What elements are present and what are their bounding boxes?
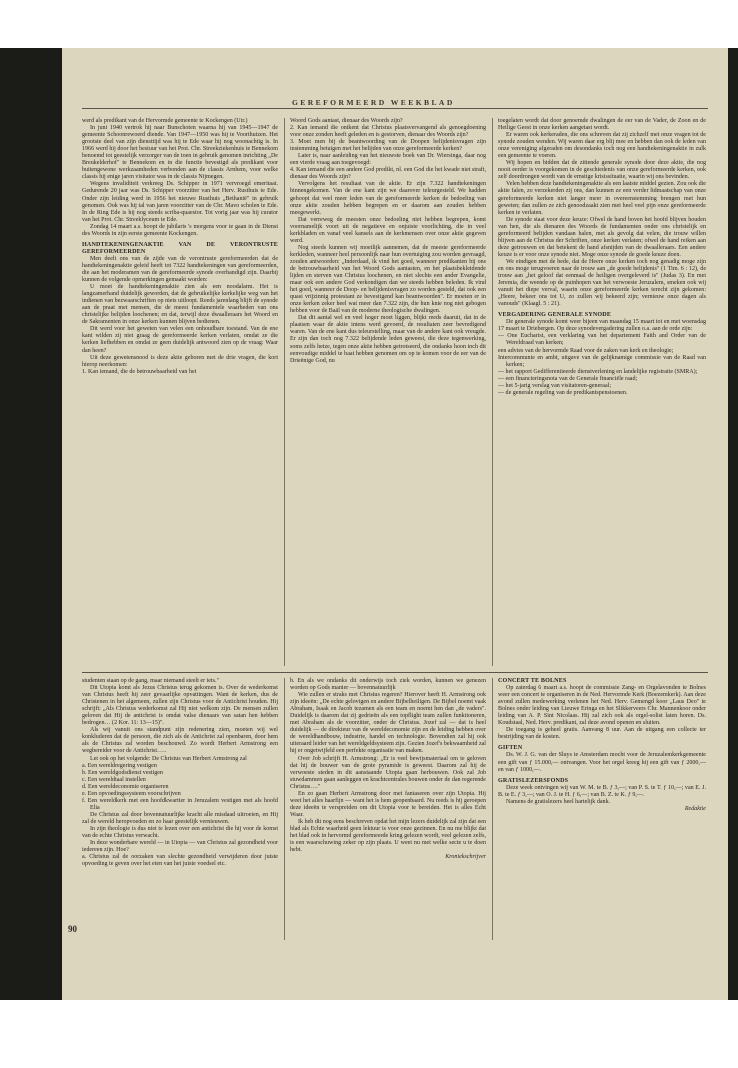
paragraph: Nog steeds kunnen wij moeilijk aannemen, dat de meeste gereformeerde kerkleden, wanneer heel persoonlijk naar hun overtuiging zou worden gevraagd, zouden antwoorden: „Inderdaad, ik vind het goed, wanneer predikanten bij ons de betrouwbaarheid van het Woord Gods aantasten, en het plaatsbekleidende lijden en sterven van Christus loochenen, en niet slechts een ander Evangelie, maar ook een andere God verkondigen dan we steeds hebben beleden. Ik vind het goed, wanneer de Doop- en belijdenisvragen zo worden gesteld, dat ook een quasi vrijzinnig protestant ze bevestigend kan beantwoorden". Er moeten er in onze kerken zeker heel wat meer dan 7.322 zijn, die hun knie nog niet gebogen hebben voor de Baäl van de moderne theologische dwalingen. — [290, 244, 486, 315]
paragraph: Als wij vanuit ons standpunt zijn redenering zien, moeten wij wel konkluderen dat de persoon, die zich als de Antichrist zal openbaren, door hem als de Christus zal worden beschouwd. Zo wordt Herbert Armstrong een wegbereider voor de Antichrist….. — [82, 727, 278, 755]
paragraph: Vervolgens het resultaat van de aktie. Er zijn 7.322 handtekeningen binnengekomen. Van de ene kant zijn we daarover teleurgesteld. We hadden gehoopt dat veel meer leden van de gereformeerde kerken de bedoeling van onze aktie zouden hebben begrepen en er daarom aan zouden hebben meegewerkt. — [290, 181, 486, 216]
paragraph: a. Christus zal de oorzaken van slechte gezondheid verwijderen door juiste opvoeding te geven over het eten van het juiste voedsel etc. — [82, 854, 278, 868]
paragraph: In juni 1940 vertrok hij naar Bunschoten waarna hij van 1945—1947 de gemeente Schoonrewoerd diende. Van 1947—1950 was hij te Voorthuizen. Het grootste deel van zijn diensttijd was hij te Ede waar hij nog woonachtig is. In 1966 werd hij door het bestuur van het Prot. Chr. Streekziekenhuis te Bennekom benoemd tot geestelijk verzorger van de toen in gebruik genomen inrichting „De Breukelderhof" te Bennekom en in die functie bevestigd als predikant voor buitengewone werkzaamheden verbonden aan de classis Arnhem, voor welke classis hij enige jaren visitator was in de classis Nijmegen. — [82, 125, 278, 181]
list-item: een advies van de hervormde Raad voor de zaken van kerk en theologie; — [498, 347, 674, 354]
paragraph: Let ook op het volgende: De Christus van Herbert Armstrong zal — [90, 755, 247, 762]
article-column-2 — [290, 118, 486, 365]
paragraph: Woord Gods aantast, dienaar des Woords zijn? — [290, 118, 403, 124]
paragraph: Zondag 14 maart a.s. hoopt de jubilaris 's morgens voor te gaan in de Dienst des Woords in zijn eerste gemeente Kockengen. — [82, 223, 278, 237]
numbered-question: 3. Moet men bij de beantwoording van de Doopen belijdenisvragen zijn instemming betuigen met het belijden van onze gereformeerde kerken? — [290, 139, 486, 153]
section-heading: CONCERT TE BOLNES — [498, 678, 567, 684]
numbered-question: 2. Kan iemand die ontkent dat Christus plaatsvervangend als genoegdoening voor onze zonden heeft geleden en is gestorven, dienaar des Woords zijn? — [290, 125, 486, 139]
paragraph: Wegens invaliditeit verkreeg Ds. Schipper in 1971 vervroegd emeritaat. Gedurende 20 jaar was Ds. Schipper voorzitter van het Herv. Rusthuis te Ede. Onder zijn leiding werd in 1956 het nieuwe Rusthuis „Bethanië" in gebruik genomen. Ook was hij tal van jaren voorzitter van de Chr. Mavo scholen te Ede. In de Ring Ede is hij nog steeds scriba-quaestor. Tot vorig jaar was hij curator van het Prot. Chr. Streeklyceum te Ede. — [82, 181, 278, 223]
column-divider — [492, 678, 493, 940]
list-item: — het rapport Gedifferentieerde dienstverlening en landelijke registratie (SMRA); — [498, 368, 698, 375]
paragraph: In zijn theologie is dus niet te lezen over een antichrist die hij voor de komst van de echte Christus verwacht. — [82, 825, 278, 840]
list-item: a. Een wereldregering vestigen — [82, 762, 157, 769]
paragraph: We eindigen met de bede, dat de Heere onze kerken toch nog genadig moge zijn en ons moge terugvoeren naar de trouw aan „de goede belijdenis" (1 Tim. 6 : 12), de trouw aan „het geloof dat eenmaal de heiligen overgeleverd is" (Judas 3). En met Jeremia, die weende op de puinhopen van het verwoeste Jeruzalem, smeken ook wij vanuit het diepe verval, waarin onze gereformeerde kerken terecht zijn gekomen: „Heere, bekeer ons tot U, zo zullen wij bekeerd zijn; vernieuw onze dagen als vanouds" (Klaagl. 5 : 21). — [498, 258, 706, 308]
numbered-question: 4. Kan iemand die een andere God predikt, nl. een God die het kwade niet straft, dienaar des Woords zijn? — [290, 167, 486, 181]
scan-border-right — [728, 48, 738, 1000]
header-rule — [82, 108, 708, 109]
paragraph: Ds. W. J. G. van der Sluys te Amsterdam mocht voor de Jeruzalemkerkgemeente een gift van ƒ 15.000,— ontvangen. Voor het orgel kreeg hij een gift van ƒ 2000,— en van ƒ 1000,—. — [498, 752, 706, 773]
paragraph: Namens de gratislezers heel hartelijk dank. — [506, 798, 611, 805]
author-signature: Kroniekschrijver — [445, 854, 486, 861]
list-item: d. Een wereldeconomie organiseren — [82, 783, 169, 790]
paragraph: Op zaterdag 6 maart a.s. hoopt de commissie Zang- en Orgelavonden te Bolnes weer een concert te organiseren in de Ned. Hervormde Kerk (Boezemkerk). Aan deze avond zullen medewerking verlenen het Ned. Herv. Gemengd koor „Laus Deo" te Bolnes onder leiding van Lieuwe Eringa en het Slikkerveers Chr. Mannenkoor onder leiding van A. P. Sint Nicolaas. Hij zal zich ook als orgel-solist laten horen. Ds. Koudstaal, Ned. Herv. predikant, zal deze avond openen en sluiten. — [498, 685, 706, 727]
paragraph: Wij hopen en bidden dat de zittende generale synode door deze aktie, die nog nooit eerder is voorgekomen in de geschiedenis van onze gereformeerde kerken, ook zelf doordrongen wordt van de ernstige krisissituatie, waarin wij ons bevinden. — [498, 160, 706, 181]
section-heading: HANDTEKENINGENAKTIE VAN DE VERONTRUSTE GEREFORMEERDEN — [82, 241, 278, 255]
paragraph: De Christus zal door bovennatuurlijke kracht alle misdaad uitroeien, en Hij zal de wereld heropvoeden en zo haar geestelijk vernieuwen. — [82, 811, 278, 825]
column-divider — [284, 118, 285, 666]
paragraph: Dit werd voor het geweten van velen een onhoudbare toestand. Van de ene kant wilden zij niet graag de gereformeerde kerken verlaten, omdat ze die kerken liefhebben en omdat ze geen duidelijk antwoord zien op de vraag: Waar dan heen? — [82, 326, 278, 354]
list-item: — de generale regeling van de predikantspensioenen. — [498, 389, 628, 396]
paragraph: Dat dit aantal wel en veel hoger moet liggen, blijkt reeds daaruit, dat in de plaatsen waar de aktie intens werd gevoerd, de resultaten zeer bevredigend waren. Van de ene kant dus teleurstelling, maar van de andere kant ook vreugde. Er zijn dan toch nog 7.322 belijdende leden geweest, die deze tegenwerking, soms zelfs hetze, tegen onze aktie hebben getrotseerd, die ondanks hoon toch dit eenvoudige middel te baat hebben genomen om op te komen voor de eer van de Drieënige God, nu — [290, 315, 486, 364]
scan-border-left — [0, 48, 62, 1000]
paragraph: Over Job schrijft H. Armstrong: „Er is veel bewijsmateriaal om te geloven dat hij de bouwer van de grote pyramide is geweest. Daarom zal hij de verwoeste steden in dit aanstaande Utopia gaan herbouwen. Ook zal Job stuwdammen gaan aanleggen en krachtcentrales bouwen onder de dan regerende Christus…." — [290, 755, 486, 790]
page-number: 90 — [68, 924, 77, 934]
paragraph: Deze week ontvingen wij van W. M. te B. ƒ 3,—; van P. S. te T. ƒ 10,—; van E. J. B. te E. ƒ 3,—; van O. J. te H. ƒ 6,—; van B. Z. te K. ƒ 9,—. — [498, 784, 706, 798]
paragraph: De toegang is geheel gratis. Aanvang 8 uur. Aan de uitgang een collecte ter bestrijding van de kosten. — [498, 727, 706, 741]
article-column-1 — [82, 118, 278, 376]
column-divider — [492, 118, 493, 666]
paragraph: studenten staan op de gang, maar niemand steelt er iets." — [82, 678, 219, 684]
list-item: f. Een wereldkerk met een hoofdkwartier in Jeruzalem vestigen met als hoofd Elia — [82, 797, 278, 811]
paragraph: De generale synode komt weer bijeen van maandag 15 maart tot en met woensdag 17 maart te Driebergen. Op deze synodevergadering zullen o.a. aan de orde zijn: — [498, 319, 706, 333]
lettered-list — [82, 763, 278, 812]
scan-margin-bottom — [0, 1000, 738, 1068]
column-divider — [284, 678, 285, 940]
section-heading: GIFTEN — [498, 745, 523, 752]
paragraph: werd als predikant van de Hervormde gemeente te Kockengen (Utr.) — [82, 118, 248, 124]
section-heading: GRATISLEZERSFONDS — [498, 777, 569, 784]
paragraph: Uit deze gewetensnood is deze aktie geboren met de drie vragen, die kort hierop neerkomen: — [82, 354, 278, 368]
paragraph: Later is, naar aanleiding van het nieuwste boek van Dr. Wiersinga, daar nog een vierde vraag aan toegevoegd: — [290, 153, 486, 167]
editor-signature: Redaktie — [684, 805, 706, 812]
paragraph: Velen hebben deze handtekeningenaktie als een laatste middel gezien. Zou ook die aktie falen, zo verzekerden zij ons, dan kunnen ze een verder lidmaatschap van onze gereformeerde kerken niet langer meer in overeenstemming brengen met hun geweten; dan zullen ze zich genoodzaakt zien met heel veel pijn onze gereformeerde kerken te verlaten. — [498, 181, 706, 216]
list-item: — het 5-jarig verslag van visitatoren-generaal; — [498, 382, 611, 389]
list-item: Intercommunie en ambt, uitgave van de gelijknamige commissie van de Raad van kerken; — [498, 354, 706, 368]
paragraph: toegelaten wordt dat door genoemde dwalingen de eer van de Vader, de Zoon en de Heilige Geest in onze kerken aangetast wordt. — [498, 118, 706, 132]
publication-title: GEREFORMEERD WEEKBLAD — [292, 98, 455, 107]
paragraph: Er waren ook kerkeraden, die ons schreven dat zij zichzelf met onze vragen tot de synode zouden wenden. Wij waren daar erg blij mee en hebben dan ook de leden van onze vereniging afgeraden om desondanks toch nog een handtekeningenaktie in zulk een gemeente te voeren. — [498, 132, 706, 160]
article-column-3 — [498, 118, 706, 397]
paragraph: 1. Kan iemand, die de betrouwbaarheid van het — [82, 368, 197, 375]
paragraph: Dit Utopia komt als Jezus Christus terug gekomen is. Over de wederkomst van Christus heeft hij zeer gevaarlijke opvattingen. Want de kerken, dus de Christenen in het algemeen, zullen zijn Christus voor de Antichrist houden. Hij schrijft: „Als Christus wederkomst zal Hij niet welkom zijn. De mensen zullen geloven dat Hij de antichrist is omdat valse dienaars van satan hen hebben bedrogen… (2 Kor. 11: 13—15)". — [82, 685, 278, 727]
paragraph: Men deelt ons van de zijde van de verontruste gereformeerden dat de handtekeningenaktie geleid heeft tot 7322 handtekeningen van gereformeerden, die aan het moderamen van de gereformeerde synode overhandigd zijn. Daarbij kunnen de volgende opmerkingen gemaakt worden: — [82, 255, 278, 284]
paragraph: De synode staat voor deze keuze: Ofwel de hand boven het hoofd blijven houden van hen, die als dienaren des Woords de fundamenten onder ons christelijk en gereformeerd belijden vandaan halen, met als gevolg dat velen, die trouw willen blijven aan de Christus der Schriften, onze kerken verlaten; ofwel de hand reiken aan deze getrouwen en dat betekent de hand afsnijden van de dwaalleraars. Een andere keuze is er voor onze synode niet. Moge onze synode de goede keuze doen. — [498, 216, 706, 258]
paragraph: Dat verreweg de meesten onze bedoeling niet hebben begrepen, komt voornamelijk voort uit de negatieve en onjuiste voorlichting, die in veel kerkbladen en vanaf veel kansels aan de kerkmensen over onze aktie gegeven werd. — [290, 216, 486, 244]
list-item: c. Een wereldtaal instellen — [82, 776, 146, 783]
list-item: — een financieringsnota van de Generale financiële raad; — [498, 375, 638, 382]
paragraph: Wie zullen er straks met Christus regeren? Hierover heeft H. Armstrong ook zijn ideeën: „De echte gelovigen en andere Bijbelheiligen. De Bijbel noemt vaak Abraham, Isaak en Jacob tezamen als een team en noemt hen dan „de vaders". Duidelijk is daarom dat zij gedrieën als een topflight team zullen funktioneren, met Abraham als de voorzitter, onder de Christus. Jozef zal — dat is heel duidelijk — de direkteur van de wereldeconomie zijn en de leiding hebben over de wereldhandbouw, industrie, handel en technologie. Bovendien zal hij ook uiteraard leider van het wereldgeldsysteem zijn. Gezien Jozef's bekwaamheid zal hij er ongetwijfeld een perfekte organisatie van maken. — [290, 692, 486, 755]
scan-margin-top — [0, 0, 738, 48]
list-item: — One Eucharist, een verklaring van het departement Faith and Order van de Wereldraad van kerken; — [498, 333, 706, 347]
article-column-5 — [290, 678, 486, 861]
article-column-6 — [498, 678, 706, 813]
paragraph: In deze wonderbare wereld — in Utopia — van Christus zal gezondheid voor iedereen zijn. Hoe? — [82, 840, 278, 854]
section-rule — [82, 672, 708, 673]
section-heading: VERGADERING GENERALE SYNODE — [498, 312, 612, 319]
paragraph: b. En als we ondanks dit onderwijs toch ziek worden, kunnen we genezen worden op Gods manier — bovennatuurlijk — [290, 678, 486, 692]
newspaper-page — [62, 48, 728, 1000]
paragraph: U moet de handtekeningenaktie zien als een noodalarm. Het is langzamerhand duidelijk geworden, dat de gebruikelijke kerkelijke weg van het indienen van bezwaarschriften op niets uitloopt. Reeds jarenlang blijft de synode aan de praat met mensen, die de meest fundamentele waarheden van ons christelijke belijden loochenen; en dat, terwijl deze dwaalleraars het Woord en de Sakramenten in onze kerken kunnen blijven bedienen. — [82, 284, 278, 326]
list-item: e. Een opvoedingssysteem voorschrijven — [82, 790, 181, 797]
paragraph: En zo gaan Herbert Armstrong door met fantaseren over zijn Utopia. Hij weet het alles haarfijn — want het is hem geopenbaard. Nu reeds is hij geroepen deze ideeën te verspreiden om dit Utopia voor te bereiden. Het is alles Echt Waar. — [290, 790, 486, 818]
paragraph: Ik heb dit nog eens beschreven opdat het mijn lezers duidelijk zal zijn dat een blad als Echte waarheid geen lektuur is voor onze gezinnen. En nu me blijkt dat het blad ook in hervormd gereformeerde kring gelezen wordt, veel gelezen zelfs, is een waarschuwing zeker op zijn plaats. U weet nu met welke secte u te doen hebt. — [290, 818, 486, 854]
agenda-list — [498, 333, 706, 396]
article-column-4 — [82, 678, 278, 868]
list-item: b. Een wereldgodsdienst vestigen — [82, 769, 163, 776]
page-header — [62, 48, 728, 110]
